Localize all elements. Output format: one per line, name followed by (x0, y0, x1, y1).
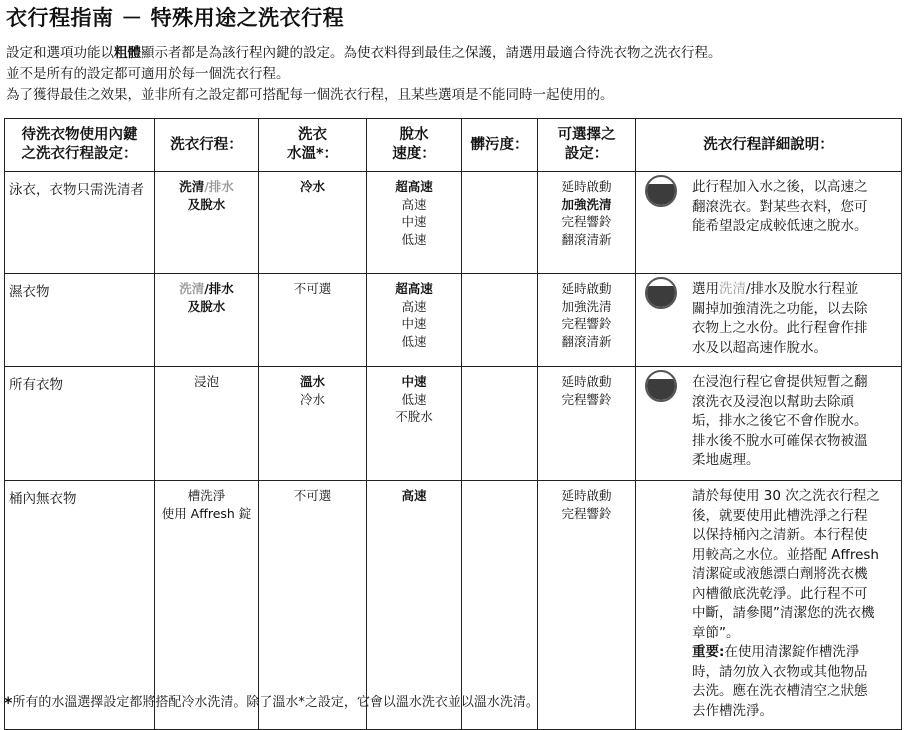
table-header-row (5, 119, 902, 172)
temp-cell: 冷水 (259, 172, 367, 274)
soil-level-dial-icon (645, 175, 677, 207)
intro-bold-term: 粗體 (114, 45, 141, 61)
header-soil: 髒污度： (462, 119, 538, 172)
soil-level-dial-icon (645, 370, 677, 402)
cycle-guide-table (4, 118, 902, 730)
header-temp: 洗衣 水溫*： (259, 119, 367, 172)
temp-cell: 不可選 (259, 274, 367, 367)
table-row (5, 172, 902, 274)
table-row (5, 274, 902, 367)
cycle-cell: 洗清/排水 及脫水 (155, 274, 259, 367)
intro-line-1-a: 設定和選項功能以 (6, 45, 114, 61)
intro-text (6, 43, 901, 106)
spin-cell: 中速 低速 不脫水 (367, 367, 462, 481)
temp-cell: 不可選 (259, 481, 367, 730)
soil-cell (462, 274, 538, 367)
header-details: 洗衣行程詳細說明： (636, 119, 902, 172)
header-cycle: 洗衣行程： (155, 119, 259, 172)
header-options: 可選擇之 設定： (538, 119, 636, 172)
load-cell: 泳衣，衣物只需洗清者 (5, 172, 155, 274)
intro-line-3: 為了獲得最佳之效果，並非所有之設定都可搭配每一個洗衣行程，且某些選項是不能同時一起使用的。 (6, 87, 614, 103)
header-load: 待洗衣物使用內鍵 之洗衣行程設定： (5, 119, 155, 172)
cycle-cell: 槽洗淨 使用 Affresh 錠 (155, 481, 259, 730)
soil-level-dial-icon (645, 277, 677, 309)
soil-cell (462, 367, 538, 481)
intro-line-1 (6, 43, 901, 64)
spin-cell: 高速 (367, 481, 462, 730)
soil-cell (462, 172, 538, 274)
load-cell: 濕衣物 (5, 274, 155, 367)
options-cell: 延時啟動 完程響鈴 (538, 481, 636, 730)
temp-cell: 溫水 冷水 (259, 367, 367, 481)
footnote (4, 691, 539, 712)
load-cell: 所有衣物 (5, 367, 155, 481)
spin-cell: 超高速 高速 中速 低速 (367, 274, 462, 367)
details-cell: 此行程加入水之後，以高速之 翻滾洗衣。對某些衣料，您可 能希望設定成較低速之脫水。 (636, 172, 902, 274)
table-row (5, 367, 902, 481)
details-cell: 選用洗清/排水及脫水行程並 關掉加強清洗之功能，以去除 衣物上之水份。此行程會作排 水及以超高速作脫水。 (636, 274, 902, 367)
intro-line-1-b: 顯示者都是為該行程內鍵的設定。為使衣料得到最佳之保護，請選用最適合待洗衣物之洗衣行程。 (141, 45, 722, 61)
cycle-cell: 洗清/排水 及脫水 (155, 172, 259, 274)
header-spin: 脫水 速度： (367, 119, 462, 172)
page-title: 衣行程指南 － 特殊用途之洗衣行程 (6, 6, 345, 30)
footnote-star: * (4, 693, 13, 712)
footnote-text: 所有的水溫選擇設定都將搭配冷水洗清。除了溫水*之設定，它會以溫水洗衣並以溫水洗清。 (12, 695, 539, 710)
load-cell: 桶內無衣物 (5, 481, 155, 730)
options-cell: 延時啟動 加強洗清 完程響鈴 翻滾清新 (538, 274, 636, 367)
important-label: 重要: (692, 644, 725, 660)
options-cell: 延時啟動 加強洗清 完程響鈴 翻滾清新 (538, 172, 636, 274)
options-cell: 延時啟動 完程響鈴 (538, 367, 636, 481)
spin-cell: 超高速 高速 中速 低速 (367, 172, 462, 274)
details-cell: 請於每使用 30 次之洗衣行程之 後，就要使用此槽洗淨之行程 以保持桶內之清新。本行程使 用較高之水位。並搭配 Affresh 清潔碇或液態漂白劑將洗衣機 內槽徹底洗乾淨。此行程不可 中斷，請參閱”清潔您的洗衣機 章節”。 重要:在使用清潔錠作槽洗淨 時，請勿放入衣物或其他物品 去洗。應在洗衣槽清空之狀態 去作槽洗淨。 (636, 481, 902, 730)
cycle-cell: 浸泡 (155, 367, 259, 481)
intro-line-2: 並不是所有的設定都可適用於每一個洗衣行程。 (6, 66, 290, 82)
details-cell: 在浸泡行程它會提供短暫之翻 滾洗衣及浸泡以幫助去除頑 垢，排水之後它不會作脫水。 排水後不脫水可確保衣物被溫 柔地處理。 (636, 367, 902, 481)
